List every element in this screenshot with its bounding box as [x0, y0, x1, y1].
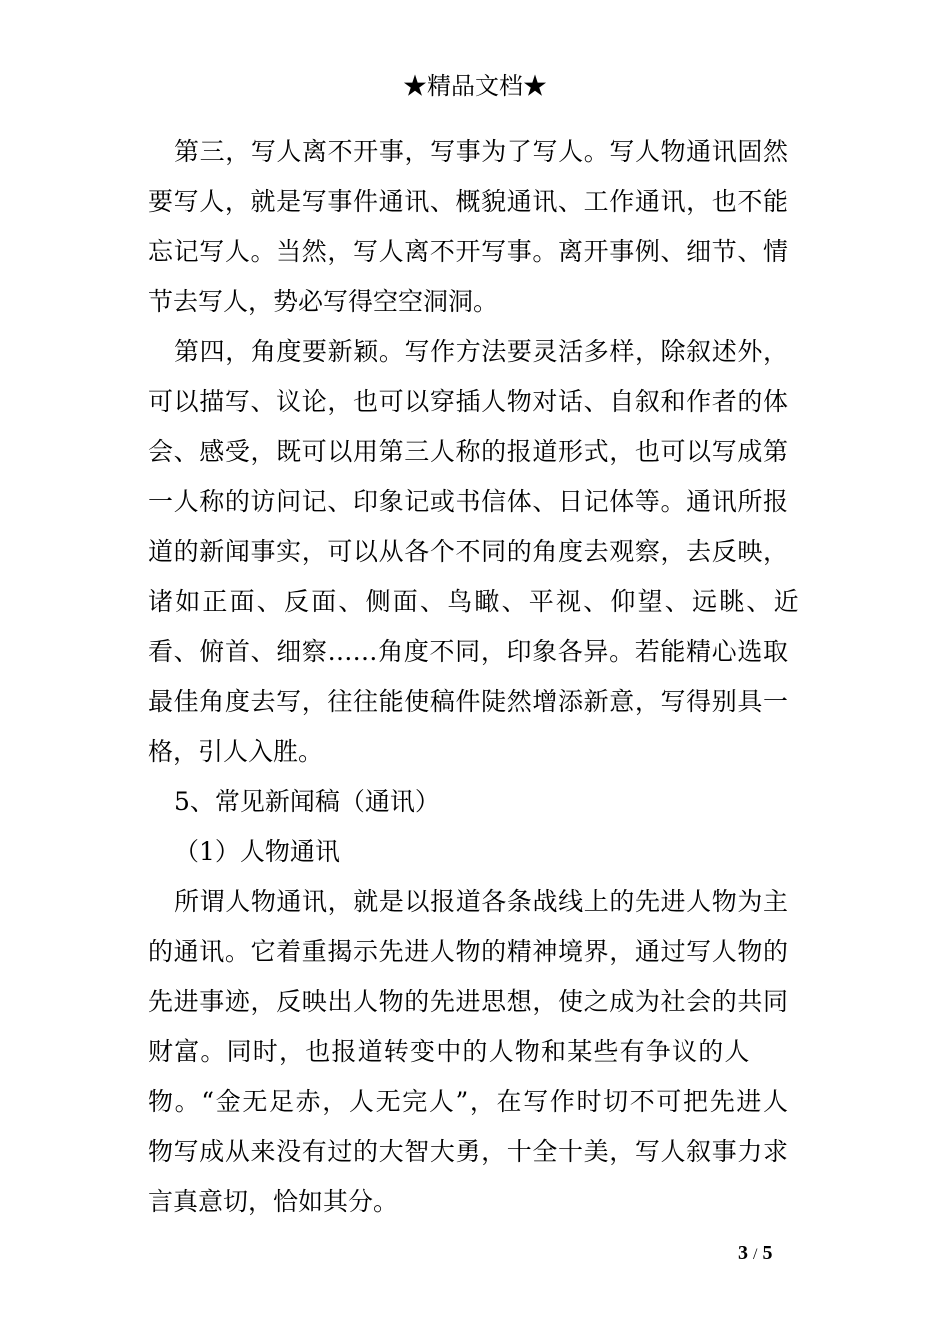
page-total: 5 — [762, 1242, 773, 1264]
text-line: 的通讯。它着重揭示先进人物的精神境界，通过写人物的 — [148, 937, 788, 966]
text-line: 所谓人物通讯，就是以报道各条战线上的先进人物为主 — [174, 887, 788, 916]
text-line: 财富。同时，也报道转变中的人物和某些有争议的人 — [148, 1037, 751, 1066]
paragraph — [148, 877, 788, 1227]
text-line: 节去写人，势必写得空空洞洞。 — [148, 287, 499, 316]
text-line: 第三，写人离不开事，写事为了写人。写人物通讯固然 — [174, 137, 788, 166]
text-line: 诸如正面、反面、侧面、鸟瞰、平视、仰望、远眺、近 — [148, 587, 801, 616]
header-title: ★精品文档★ — [403, 72, 547, 100]
text-line: 要写人，就是写事件通讯、概貌通讯、工作通讯，也不能 — [148, 187, 788, 216]
text-line: 先进事迹，反映出人物的先进思想，使之成为社会的共同 — [148, 987, 788, 1016]
page-current: 3 — [738, 1242, 748, 1264]
page-number — [738, 1238, 772, 1270]
text-line: 物写成从来没有过的大智大勇，十全十美，写人叙事力求 — [148, 1137, 788, 1166]
document-body — [148, 127, 801, 1227]
text-line: 第四，角度要新颖。写作方法要灵活多样，除叙述外， — [174, 337, 788, 366]
section-heading — [148, 777, 788, 827]
heading-text: 5、常见新闻稿（通讯） — [174, 787, 440, 816]
text-line: 最佳角度去写，往往能使稿件陡然增添新意，写得别具一 — [148, 687, 788, 716]
page-header — [0, 68, 950, 104]
text-line: 会、感受，既可以用第三人称的报道形式，也可以写成第 — [148, 437, 788, 466]
text-line: 忘记写人。当然，写人离不开写事。离开事例、细节、情 — [148, 237, 788, 266]
paragraph — [148, 127, 788, 327]
text-line: 道的新闻事实，可以从各个不同的角度去观察，去反映， — [148, 537, 788, 566]
text-line: 可以描写、议论，也可以穿插人物对话、自叙和作者的体 — [148, 387, 788, 416]
text-line: 一人称的访问记、印象记或书信体、日记体等。通讯所报 — [148, 487, 788, 516]
page-separator: / — [753, 1246, 758, 1263]
text-line: 格，引人入胜。 — [148, 737, 324, 766]
paragraph — [148, 327, 801, 777]
subsection-heading — [148, 827, 788, 877]
heading-text: （1）人物通讯 — [174, 837, 340, 866]
text-line: 言真意切，恰如其分。 — [148, 1187, 399, 1216]
text-line: 物。“金无足赤，人无完人”，在写作时切不可把先进人 — [148, 1087, 788, 1116]
text-line: 看、俯首、细察……角度不同，印象各异。若能精心选取 — [148, 637, 788, 666]
